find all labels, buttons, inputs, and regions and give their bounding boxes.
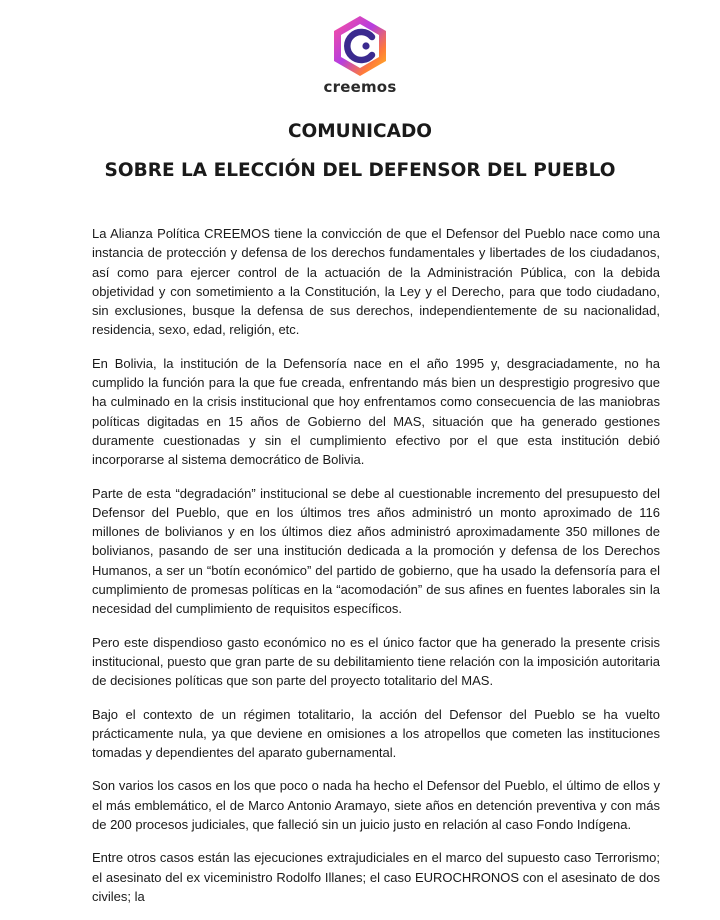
- header: [0, 14, 720, 96]
- document-title: COMUNICADO: [287, 121, 433, 142]
- paragraph: En Bolivia, la institución de la Defensoría nace en el año 1995 y, desgraciadamente, no ha cumplido la función para la que fue creada, enfrentando más bien un desprestigio progresivo que ha culminado en la crisis institucional que hoy enfrentamos como consecuencia de las maniobras políticas digitadas en 15 años de Gobierno del MAS, situación que ha generado gestiones duramente cuestionadas y sin el cumplimiento efectivo por el que esta institución debió incorporarse al sistema democrático de Bolivia.: [92, 355, 660, 468]
- document-body: [92, 224, 660, 920]
- brand-wordmark: creemos: [323, 78, 397, 96]
- paragraph: La Alianza Política CREEMOS tiene la convicción de que el Defensor del Pueblo nace como una instancia de protección y defensa de los derechos fundamentales y libertades de los ciudadanos, así como para ejercer control de la actuación de la Administración Pública, con la debida objetividad y con sometimiento a la Constitución, la Ley y el Derecho, para que todo ciudadano, sin exclusiones, busque la defensa de sus derechos, independientemente de su nacionalidad, residencia, sexo, edad, religión, etc.: [92, 226, 660, 338]
- paragraph: Parte de esta “degradación” institucional se debe al cuestionable incremento del presupuesto del Defensor del Pueblo, que en los últimos tres años administró un monto aproximado de 116 millones de bolivianos y en los últimos diez años administró aproximadamente 350 millones de bolivianos, pasando de ser una institución dedicada a la promoción y defensa de los Derechos Humanos, a ser un “botín económico” del partido de gobierno, que ha usado la defensoría para el cumplimiento de promesas políticas en la “acomodación” de sus afines en fuentes laborales sin la necesidad del cumplimiento de requisitos específicos.: [92, 485, 660, 617]
- paragraph: Pero este dispendioso gasto económico no es el único factor que ha generado la presente crisis institucional, puesto que gran parte de su debilitamiento tiene relación con la imposición autoritaria de decisiones políticas que son parte del proyecto totalitario del MAS.: [92, 634, 660, 689]
- paragraph: Bajo el contexto de un régimen totalitario, la acción del Defensor del Pueblo se ha vuelto prácticamente nula, ya que deviene en omisiones a los atropellos que cometen las instituciones tomadas y dependientes del aparato gubernamental.: [92, 706, 660, 761]
- creemos-logo-icon: [328, 14, 392, 78]
- paragraph: Entre otros casos están las ejecuciones extrajudiciales en el marco del supuesto caso Terrorismo; el asesinato del ex viceministro Rodolfo Illanes; el caso EUROCHRONOS con el asesinato de dos civiles; la: [92, 850, 660, 904]
- document-subtitle: SOBRE LA ELECCIÓN DEL DEFENSOR DEL PUEBLO: [104, 160, 616, 181]
- paragraph: Son varios los casos en los que poco o nada ha hecho el Defensor del Pueblo, el último de ellos y el más emblemático, el de Marco Antonio Aramayo, siete años en detención preventiva y con más de 200 procesos judiciales, que falleció sin un juicio justo en relación al caso Fondo Indígena.: [92, 778, 660, 833]
